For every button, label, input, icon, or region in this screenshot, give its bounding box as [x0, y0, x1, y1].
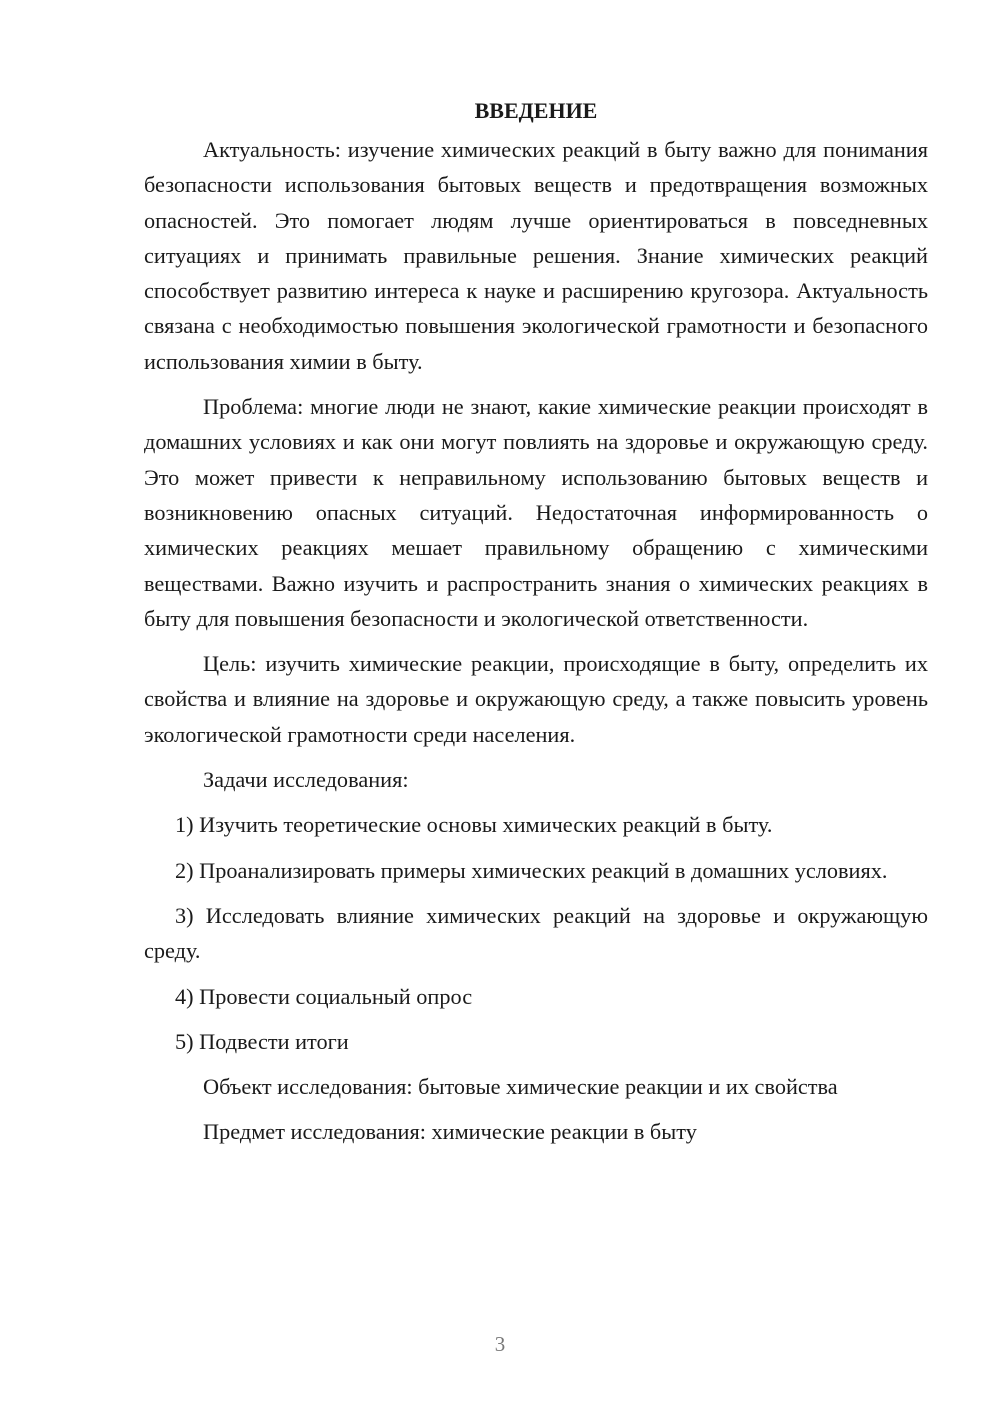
problem-paragraph: Проблема: многие люди не знают, какие химические реакции происходят в домашних условиях и как они могут повлиять на здоровье и окружающую среду. Это может привести к неправильному использованию бытовых веществ и возникновению опасных ситуаций. Недостаточная информированность о химических реакциях мешает правильному обращению с химическими веществами. Важно изучить и распространить знания о химических реакциях в быту для повышения безопасности и экологической ответственности.	[144, 394, 928, 631]
page-number: 3	[494, 1332, 506, 1356]
research-subject: Предмет исследования: химические реакции в быту	[203, 1119, 697, 1145]
task-item-2: 2) Проанализировать примеры химических реакций в домашних условиях.	[175, 857, 888, 883]
goal-paragraph: Цель: изучить химические реакции, происходящие в быту, определить их свойства и влияние на здоровье и окружающую среду, а также повысить уровень экологической грамотности среди населения.	[144, 651, 928, 747]
task-item-3: 3) Исследовать влияние химических реакций на здоровье и окружающую среду.	[144, 902, 928, 964]
relevance-paragraph: Актуальность: изучение химических реакций в быту важно для понимания безопасности использования бытовых веществ и предотвращения возможных опасностей. Это помогает людям лучше ориентироваться в повседневных ситуациях и принимать правильные решения. Знание химических реакций способствует развитию интереса к науке и расширению кругозора. Актуальность связана с необходимостью повышения экологической грамотности и безопасного использования химии в быту.	[144, 137, 928, 374]
tasks-heading: Задачи исследования:	[203, 767, 409, 793]
task-item-5: 5) Подвести итоги	[175, 1028, 349, 1054]
section-title: ВВЕДЕНИЕ	[474, 98, 598, 123]
document-content	[144, 96, 928, 1160]
task-item-1: 1) Изучить теоретические основы химических реакций в быту.	[175, 812, 773, 838]
task-item-4: 4) Провести социальный опрос	[175, 983, 473, 1009]
research-object: Объект исследования: бытовые химические реакции и их свойства	[203, 1074, 838, 1100]
